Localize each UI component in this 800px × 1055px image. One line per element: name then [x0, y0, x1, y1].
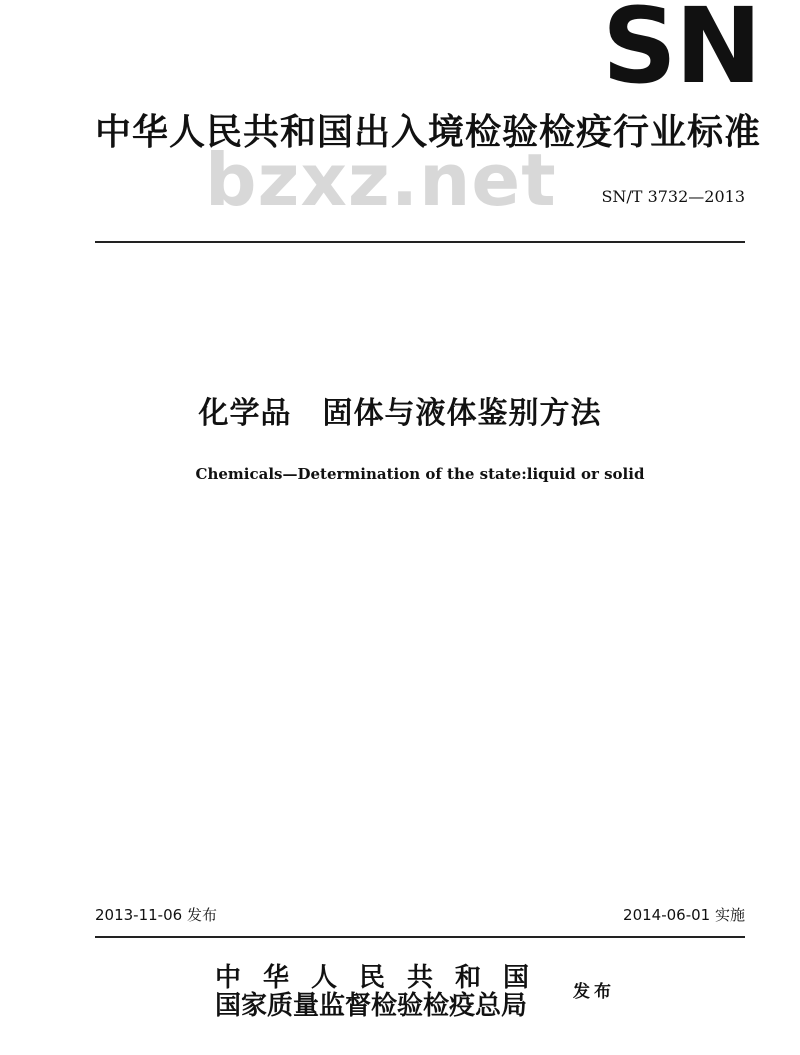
document-title-english: Chemicals—Determination of the state:liquid or solid [195, 465, 645, 483]
watermark: bzxz.net [205, 138, 557, 222]
issuer-line-1: 中华人民共和国 [215, 963, 552, 993]
implementation-date: 2014-06-01 实施 [623, 906, 745, 924]
sn-logo: SN [602, 0, 760, 107]
issue-date: 2013-11-06 发布 [95, 906, 217, 924]
top-divider [95, 241, 745, 243]
bottom-divider [95, 936, 745, 938]
standard-number: SN/T 3732—2013 [601, 187, 745, 206]
org-title: 中华人民共和国出入境检验检疫行业标准 [95, 112, 762, 153]
publish-label: 发布 [573, 982, 615, 1002]
issuer-line-2: 国家质量监督检验检疫总局 [215, 991, 528, 1021]
document-title-chinese: 化学品 固体与液体鉴别方法 [198, 396, 602, 431]
